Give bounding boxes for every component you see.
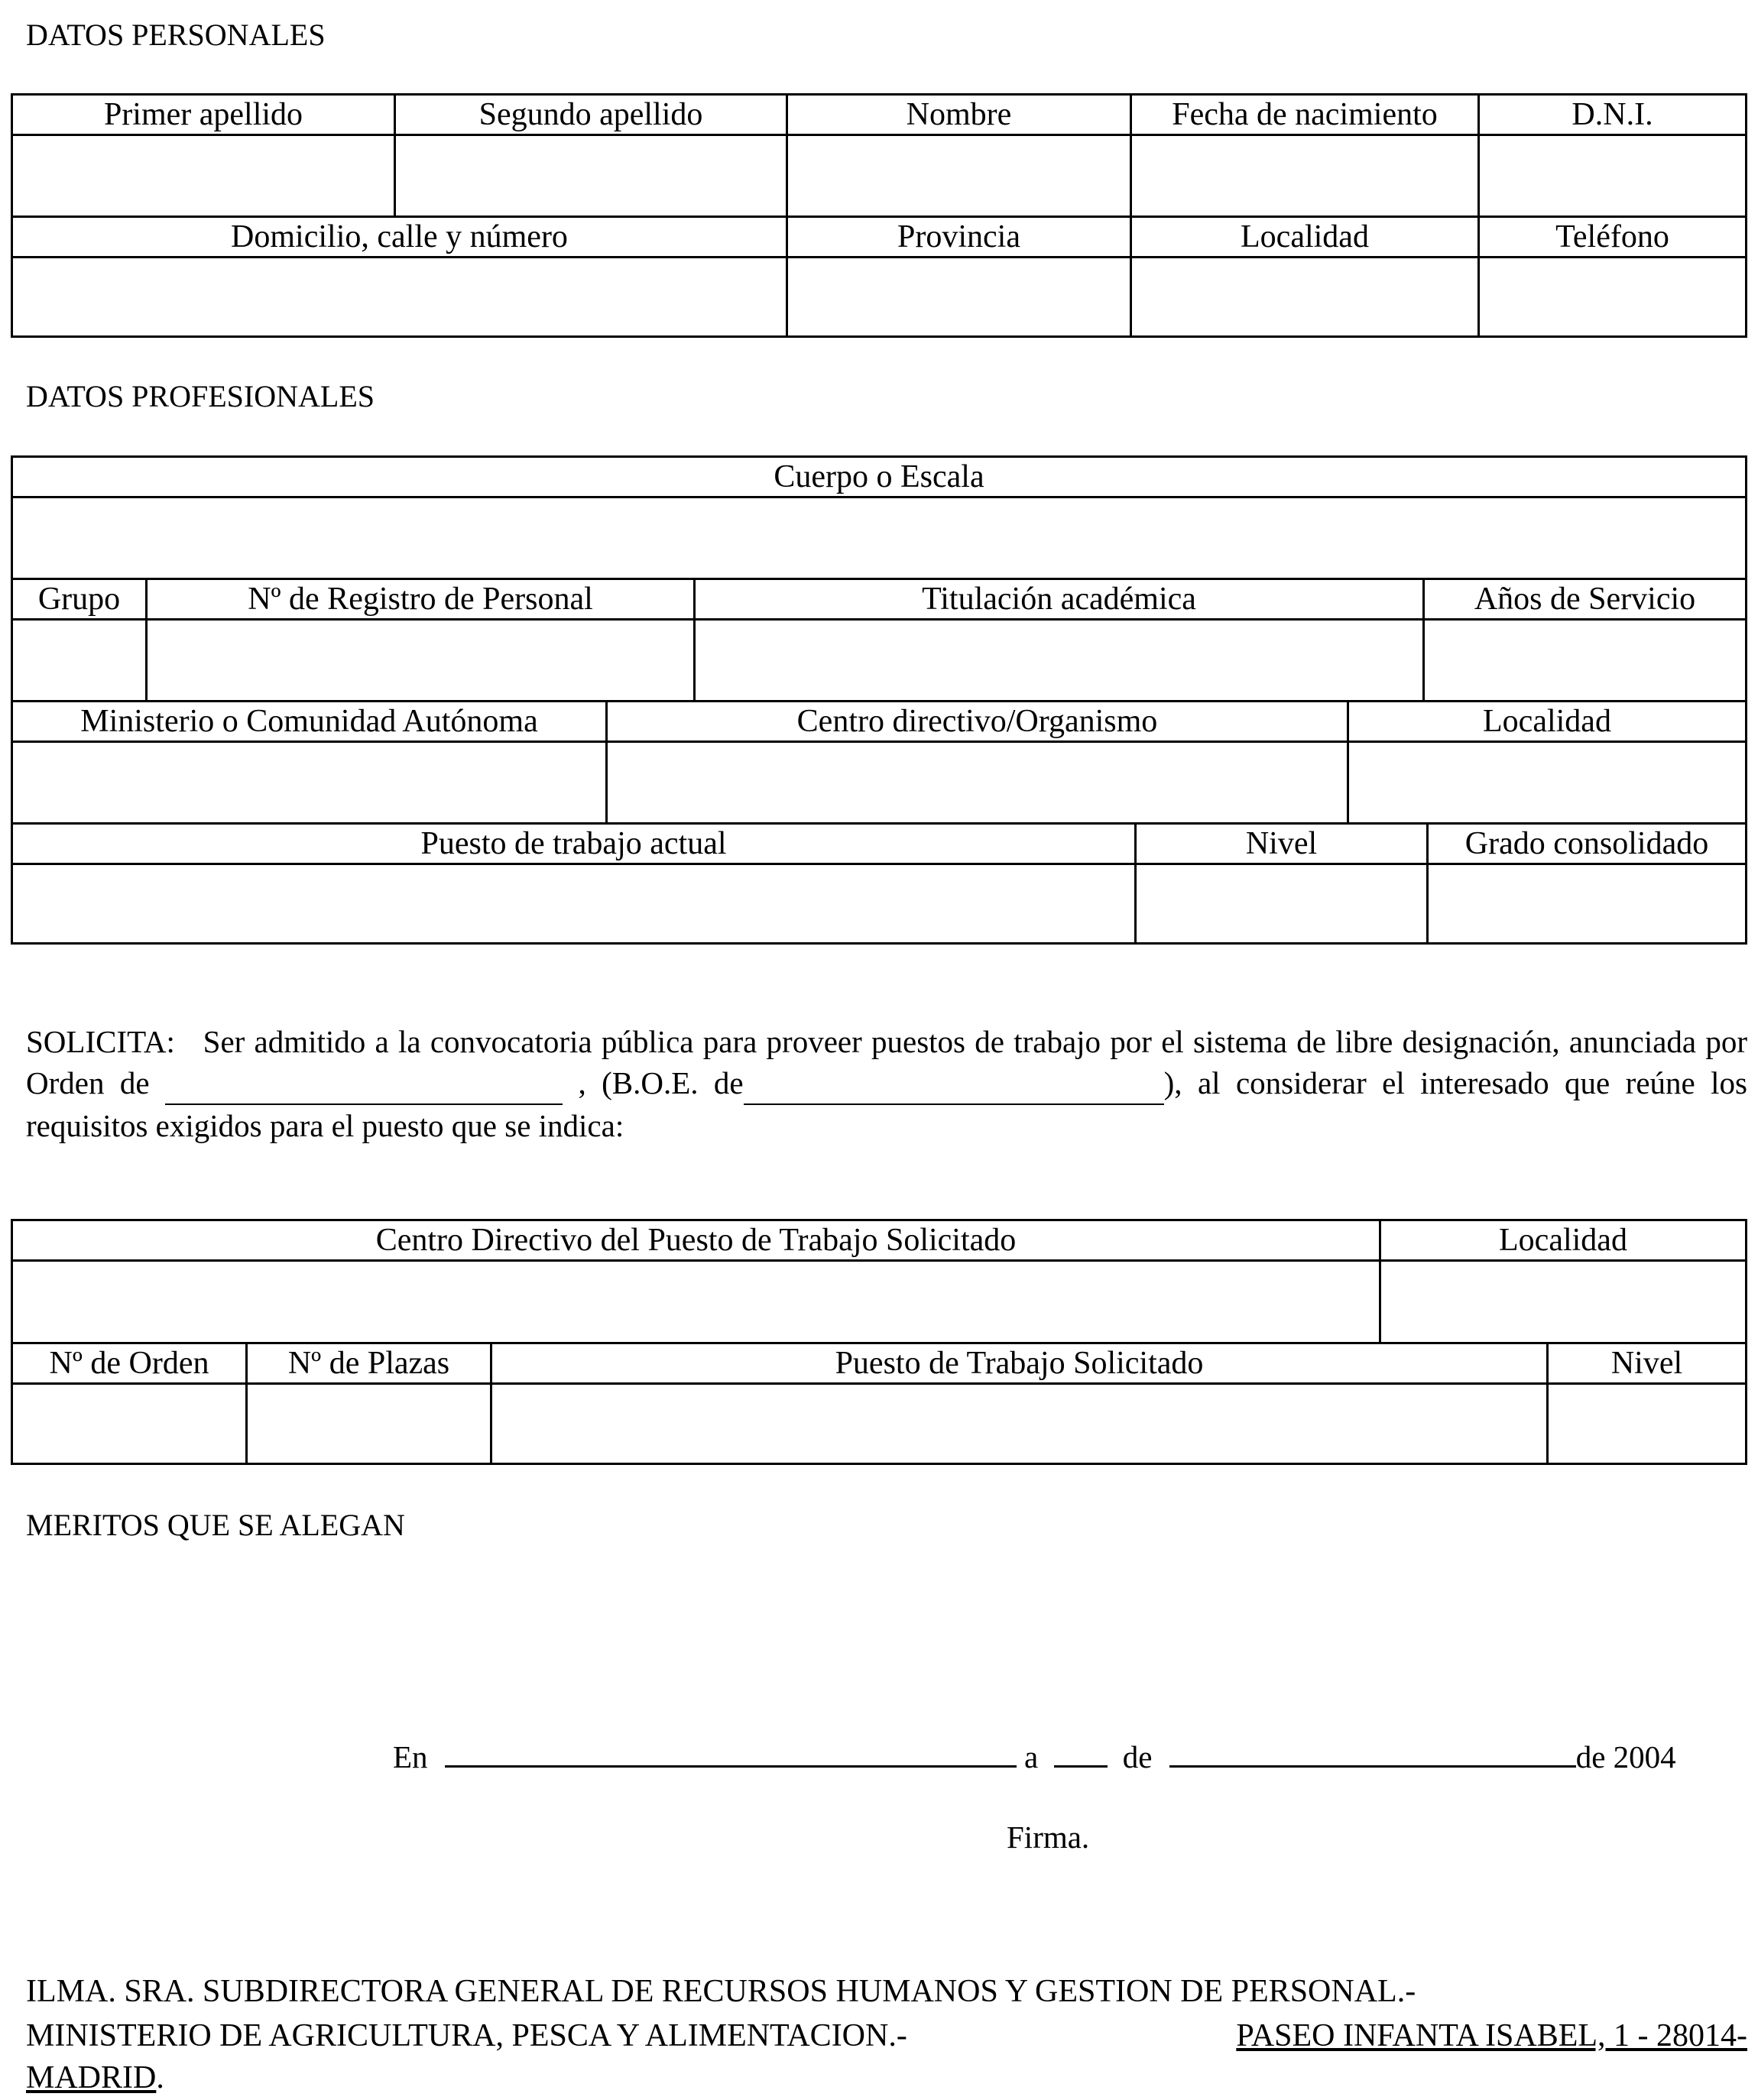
header-puesto-actual: Puesto de trabajo actual	[13, 825, 1137, 865]
solicita-paragraph	[26, 1021, 1747, 1146]
header-primer-apellido: Primer apellido	[13, 96, 396, 136]
section-title-meritos: MERITOS QUE SE ALEGAN	[26, 1508, 405, 1542]
solicita-label: SOLICITA:	[26, 1024, 175, 1059]
header-provincia: Provincia	[788, 218, 1132, 258]
input-anos-servicio[interactable]	[1425, 621, 1745, 702]
header-titulacion: Titulación académica	[696, 580, 1425, 621]
input-segundo-apellido[interactable]	[396, 136, 788, 218]
header-localidad-puesto: Localidad	[1381, 1221, 1745, 1262]
header-anos-servicio: Años de Servicio	[1425, 580, 1745, 621]
input-centro-directivo[interactable]	[608, 743, 1349, 825]
input-nivel-puesto[interactable]	[1549, 1385, 1745, 1463]
input-localidad-profesional[interactable]	[1349, 743, 1745, 825]
addressee-line-3	[26, 2056, 164, 2100]
input-telefono[interactable]	[1480, 258, 1745, 335]
solicita-text-3: ), al considerar el interesado que reúne los requisitos exigidos para el puesto que se indica:	[26, 1065, 1747, 1143]
date-year-label: de 2004	[1575, 1739, 1676, 1774]
header-centro-directivo-puesto: Centro Directivo del Puesto de Trabajo Solicitado	[13, 1221, 1381, 1262]
boe-blank[interactable]	[744, 1062, 1164, 1105]
input-registro-personal[interactable]	[148, 621, 696, 702]
addressee-city: MADRID	[26, 2060, 157, 2095]
input-provincia[interactable]	[788, 258, 1132, 335]
input-nivel[interactable]	[1137, 865, 1429, 942]
date-de-label: de	[1122, 1739, 1153, 1774]
header-puesto-solicitado: Puesto de Trabajo Solicitado	[492, 1344, 1549, 1385]
date-a-label: a	[1024, 1739, 1039, 1774]
header-fecha-nacimiento: Fecha de nacimiento	[1132, 96, 1480, 136]
orden-blank[interactable]	[165, 1062, 563, 1105]
date-line	[393, 1738, 1676, 1775]
addressee-ministry: MINISTERIO DE AGRICULTURA, PESCA Y ALIMENTACION.-	[26, 2018, 907, 2053]
input-localidad-puesto[interactable]	[1381, 1262, 1745, 1344]
date-en-label: En	[393, 1739, 428, 1774]
professional-data-table	[11, 455, 1747, 945]
header-segundo-apellido: Segundo apellido	[396, 96, 788, 136]
input-cuerpo-escala[interactable]	[13, 498, 1745, 580]
input-localidad[interactable]	[1132, 258, 1480, 335]
header-nivel: Nivel	[1137, 825, 1429, 865]
personal-data-table	[11, 93, 1747, 338]
input-grado-consolidado[interactable]	[1429, 865, 1745, 942]
date-place-blank[interactable]	[445, 1738, 1017, 1768]
date-month-blank[interactable]	[1169, 1738, 1576, 1768]
requested-position-table	[11, 1219, 1747, 1465]
header-num-orden: Nº de Orden	[13, 1344, 248, 1385]
input-fecha-nacimiento[interactable]	[1132, 136, 1480, 218]
addressee-period: .	[156, 2060, 164, 2095]
header-nivel-puesto: Nivel	[1549, 1344, 1745, 1385]
input-nombre[interactable]	[788, 136, 1132, 218]
firma-label: Firma.	[1007, 1820, 1090, 1855]
header-num-plazas: Nº de Plazas	[248, 1344, 492, 1385]
header-domicilio: Domicilio, calle y número	[13, 218, 788, 258]
header-localidad-profesional: Localidad	[1349, 702, 1745, 743]
addressee-line-1: ILMA. SRA. SUBDIRECTORA GENERAL DE RECURSOS HUMANOS Y GESTION DE PERSONAL.-	[26, 1974, 1416, 2009]
input-domicilio[interactable]	[13, 258, 788, 335]
input-puesto-actual[interactable]	[13, 865, 1137, 942]
input-primer-apellido[interactable]	[13, 136, 396, 218]
header-registro-personal: Nº de Registro de Personal	[148, 580, 696, 621]
input-dni[interactable]	[1480, 136, 1745, 218]
solicita-text-1: Ser admitido a la convocatoria pública para proveer puestos de trabajo por el sistema de libre designación, anunciada por Orden de	[26, 1024, 1748, 1100]
input-num-orden[interactable]	[13, 1385, 248, 1463]
solicita-text-2: , (B.O.E. de	[578, 1065, 744, 1100]
header-telefono: Teléfono	[1480, 218, 1745, 258]
input-puesto-solicitado[interactable]	[492, 1385, 1549, 1463]
header-centro-directivo: Centro directivo/Organismo	[608, 702, 1349, 743]
section-title-datos-personales: DATOS PERSONALES	[26, 18, 326, 52]
header-grado-consolidado: Grado consolidado	[1429, 825, 1745, 865]
input-titulacion[interactable]	[696, 621, 1425, 702]
header-grupo: Grupo	[13, 580, 148, 621]
input-centro-directivo-puesto[interactable]	[13, 1262, 1381, 1344]
addressee-line-2	[26, 2014, 1747, 2058]
header-localidad: Localidad	[1132, 218, 1480, 258]
input-grupo[interactable]	[13, 621, 148, 702]
header-cuerpo-escala: Cuerpo o Escala	[13, 458, 1745, 498]
input-num-plazas[interactable]	[248, 1385, 492, 1463]
header-dni: D.N.I.	[1480, 96, 1745, 136]
input-ministerio[interactable]	[13, 743, 608, 825]
section-title-datos-profesionales: DATOS PROFESIONALES	[26, 379, 375, 413]
addressee-street: PASEO INFANTA ISABEL, 1 - 28014-	[1236, 2018, 1747, 2053]
date-day-blank[interactable]	[1054, 1738, 1108, 1768]
header-ministerio: Ministerio o Comunidad Autónoma	[13, 702, 608, 743]
header-nombre: Nombre	[788, 96, 1132, 136]
